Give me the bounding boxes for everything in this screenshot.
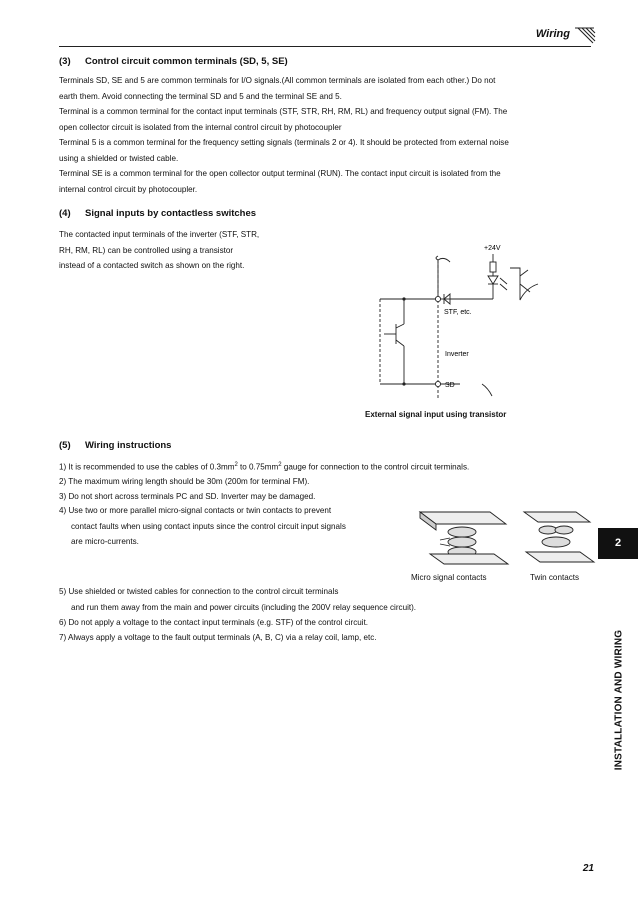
text-line: RH, RM, RL) can be controlled using a transistor [59, 245, 234, 255]
transistor-input-diagram [360, 238, 560, 408]
section-5-item-7: 7) Always apply a voltage to the fault output terminals (A, B, C) via a relay coil, lamp, etc. [59, 633, 377, 642]
header-rule [59, 46, 591, 47]
terminal-label: STF, etc. [444, 309, 472, 316]
micro-signal-contacts-illustration [410, 502, 520, 570]
text-line: internal control circuit by photocoupler. [59, 184, 198, 194]
diagram-caption: External signal input using transistor [365, 410, 507, 419]
text-line: open collector circuit is isolated from the internal control circuit by photocoupler [59, 122, 342, 132]
header-title: Wiring [535, 28, 570, 40]
text-line: 5) Use shielded or twisted cables for connection to the control circuit terminals [59, 587, 339, 596]
page-number: 21 [582, 863, 594, 874]
section-5-heading: (5) Wiring instructions [59, 440, 172, 451]
text-line: instead of a contacted switch as shown on the right. [59, 261, 245, 270]
text-line: Terminals SD, SE and 5 are common terminals for I/O signals.(All common terminals are isolated from each other.) Do not [59, 76, 496, 85]
section-5-item-1: 1) It is recommended to use the cables of $0.3mm^2$ to $0.75mm^2$ gauge for connection to the control circuit terminals. [59, 462, 470, 472]
section-4-heading: (4) Signal inputs by contactless switches [59, 208, 257, 219]
twin-contacts-caption: Twin contacts [530, 573, 580, 582]
text-line: 4) Use two or more parallel micro-signal contacts or twin contacts to prevent [59, 506, 332, 515]
inverter-label: Inverter [445, 351, 469, 358]
section-5-item-3: 3) Do not short across terminals PC and SD. Inverter may be damaged. [59, 492, 316, 501]
chapter-label [602, 565, 636, 835]
twin-contacts-illustration [520, 502, 600, 570]
supply-label: +24V [484, 245, 501, 252]
chapter-tab: 2 [598, 528, 638, 559]
text-line: using a shielded or twisted cable. [59, 153, 179, 163]
sd-label: SD [445, 382, 455, 389]
section-5-item-5 [59, 584, 579, 615]
text-line: contact faults when using contact inputs since the control circuit input signals [71, 521, 346, 531]
chapter-label-text: INSTALLATION AND WIRING [613, 629, 625, 771]
micro-signal-contacts-caption: Micro signal contacts [411, 573, 487, 582]
section-3-heading: (3) Control circuit common terminals (SD, 5, SE) [59, 56, 288, 67]
text-line: earth them. Avoid connecting the terminal SD and 5 and the terminal SE and 5. [59, 91, 342, 101]
text-line: Terminal SE is a common terminal for the open collector output terminal (RUN). The contact input circuit is isolated from the [59, 169, 501, 178]
section-5-item-4 [59, 503, 399, 550]
section-5-item-2: 2) The maximum wiring length should be 30m (200m for terminal FM). [59, 477, 310, 486]
manual-logo-icon [574, 26, 596, 46]
section-5-item-6: 6) Do not apply a voltage to the contact input terminals (e.g. STF) of the control circuit. [59, 618, 369, 627]
text-line: Terminal 5 is a common terminal for the frequency setting signals (terminals 2 or 4). It should be protected from external noise [59, 138, 509, 147]
section-3-body [59, 73, 599, 197]
text-line: and run them away from the main and power circuits (including the 200V relay sequence circuit). [71, 602, 417, 612]
text-line: The contacted input terminals of the inverter (STF, STR, [59, 230, 260, 239]
section-4-body [59, 227, 309, 274]
text-line: Terminal is a common terminal for the contact input terminals (STF, STR, RH, RM, RL) and frequency output signal (FM). The [59, 107, 508, 116]
text-line: are micro-currents. [71, 537, 139, 546]
